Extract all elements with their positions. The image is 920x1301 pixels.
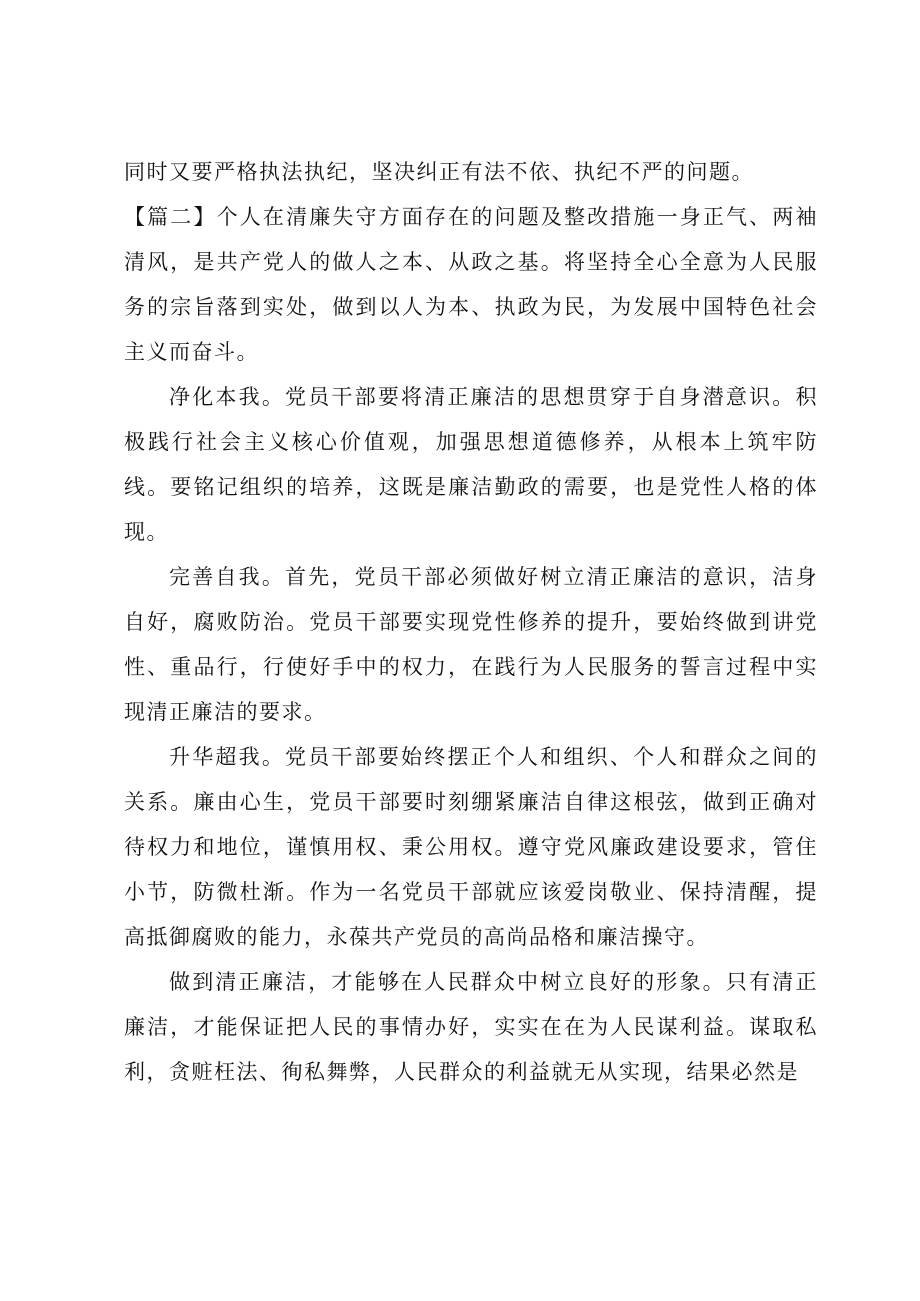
paragraph-sublimate-self: 升华超我。党员干部要始终摆正个人和组织、个人和群众之间的关系。廉由心生，党员干部要时刻绷紧廉洁自律这根弦，做到正确对待权力和地位，谨慎用权、秉公用权。遵守党风廉政建设要求，管住小节，防微杜渐。作为一名党员干部就应该爱岗敬业、保持清醒，提高抵御腐败的能力，永葆共产党员的高尚品格和廉洁操守。 bbox=[124, 745, 818, 949]
document-body bbox=[124, 150, 818, 1095]
paragraph-section-two-intro: 【篇二】个人在清廉失守方面存在的问题及整改措施一身正气、两袖清风，是共产党人的做人之本、从政之基。将坚持全心全意为人民服务的宗旨落到实处，做到以人为本、执政为民，为发展中国特色社会主义而奋斗。 bbox=[124, 205, 818, 364]
paragraph-purify-self: 净化本我。党员干部要将清正廉洁的思想贯穿于自身潜意识。积极践行社会主义核心价值观，加强思想道德修养，从根本上筑牢防线。要铭记组织的培养，这既是廉洁勤政的需要，也是党性人格的体现。 bbox=[124, 385, 818, 544]
paragraph-continuation: 同时又要严格执法执纪，坚决纠正有法不依、执纪不严的问题。 bbox=[124, 160, 754, 184]
paragraph-integrity-conclusion: 做到清正廉洁，才能够在人民群众中树立良好的形象。只有清正廉洁，才能保证把人民的事情办好，实实在在为人民谋利益。谋取私利，贪赃枉法、徇私舞弊，人民群众的利益就无从实现，结果必然是 bbox=[124, 970, 818, 1084]
paragraph-improve-self: 完善自我。首先，党员干部必须做好树立清正廉洁的意识，洁身自好，腐败防治。党员干部要实现党性修养的提升，要始终做到讲党性、重品行，行使好手中的权力，在践行为人民服务的誓言过程中实现清正廉洁的要求。 bbox=[124, 565, 818, 724]
